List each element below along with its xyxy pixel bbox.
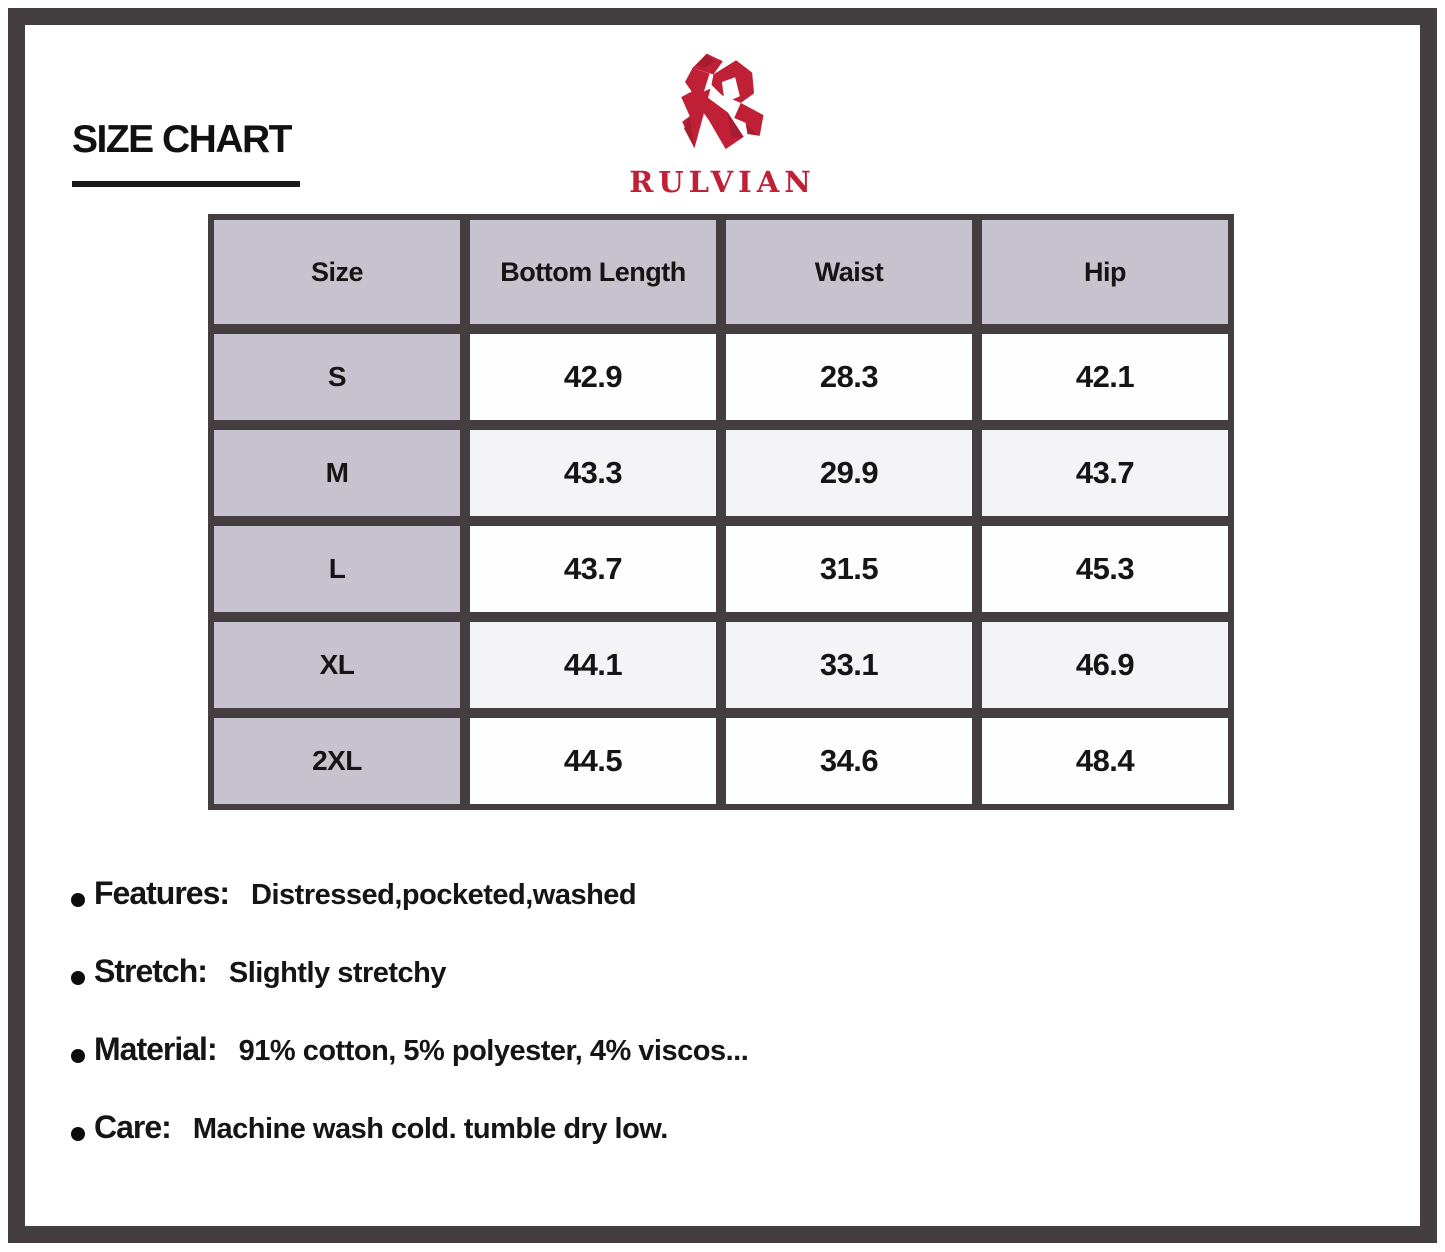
bullet-icon [71, 1049, 85, 1063]
table-cell-l-bottom-length: 43.7 [470, 526, 716, 612]
brand-logo-r-icon [668, 42, 772, 158]
column-header-waist: Waist [726, 220, 972, 324]
note-material [71, 1010, 748, 1088]
table-cell-xl-waist: 33.1 [726, 622, 972, 708]
note-label: Material: [94, 1031, 217, 1067]
column-header-bottom-length: Bottom Length [470, 220, 716, 324]
note-value: Distressed,pocketed,washed [251, 879, 637, 911]
row-header-size-s: S [214, 334, 460, 420]
note-value: Slightly stretchy [228, 957, 447, 989]
table-cell-m-bottom-length: 43.3 [470, 430, 716, 516]
table-cell-2xl-hip: 48.4 [982, 718, 1228, 804]
table-cell-2xl-waist: 34.6 [726, 718, 972, 804]
note-label: Care: [94, 1109, 171, 1145]
table-cell-xl-hip: 46.9 [982, 622, 1228, 708]
note-value: Machine wash cold. tumble dry low. [192, 1113, 668, 1145]
note-label: Stretch: [94, 953, 207, 989]
note-stretch [71, 932, 748, 1010]
brand-logo [570, 42, 870, 199]
note-features [71, 854, 748, 932]
table-cell-2xl-bottom-length: 44.5 [470, 718, 716, 804]
table-cell-xl-bottom-length: 44.1 [470, 622, 716, 708]
row-header-size-l: L [214, 526, 460, 612]
brand-wordmark: RULVIAN [629, 165, 816, 199]
row-header-size-2xl: 2XL [214, 718, 460, 804]
note-label: Features: [94, 875, 230, 911]
title-underline [72, 181, 300, 187]
table-cell-l-waist: 31.5 [726, 526, 972, 612]
table-cell-m-hip: 43.7 [982, 430, 1228, 516]
table-cell-s-bottom-length: 42.9 [470, 334, 716, 420]
row-header-size-m: M [214, 430, 460, 516]
row-header-size-xl: XL [214, 622, 460, 708]
bullet-icon [71, 1127, 85, 1141]
bullet-icon [71, 893, 85, 907]
table-cell-s-waist: 28.3 [726, 334, 972, 420]
size-chart-table [208, 214, 1234, 810]
column-header-hip: Hip [982, 220, 1228, 324]
page-title: SIZE CHART [72, 118, 291, 161]
bullet-icon [71, 971, 85, 985]
note-value: 91% cotton, 5% polyester, 4% viscos... [238, 1035, 749, 1067]
table-cell-m-waist: 29.9 [726, 430, 972, 516]
table-cell-l-hip: 45.3 [982, 526, 1228, 612]
product-notes [71, 854, 748, 1166]
note-care [71, 1088, 748, 1166]
table-cell-s-hip: 42.1 [982, 334, 1228, 420]
column-header-size: Size [214, 220, 460, 324]
